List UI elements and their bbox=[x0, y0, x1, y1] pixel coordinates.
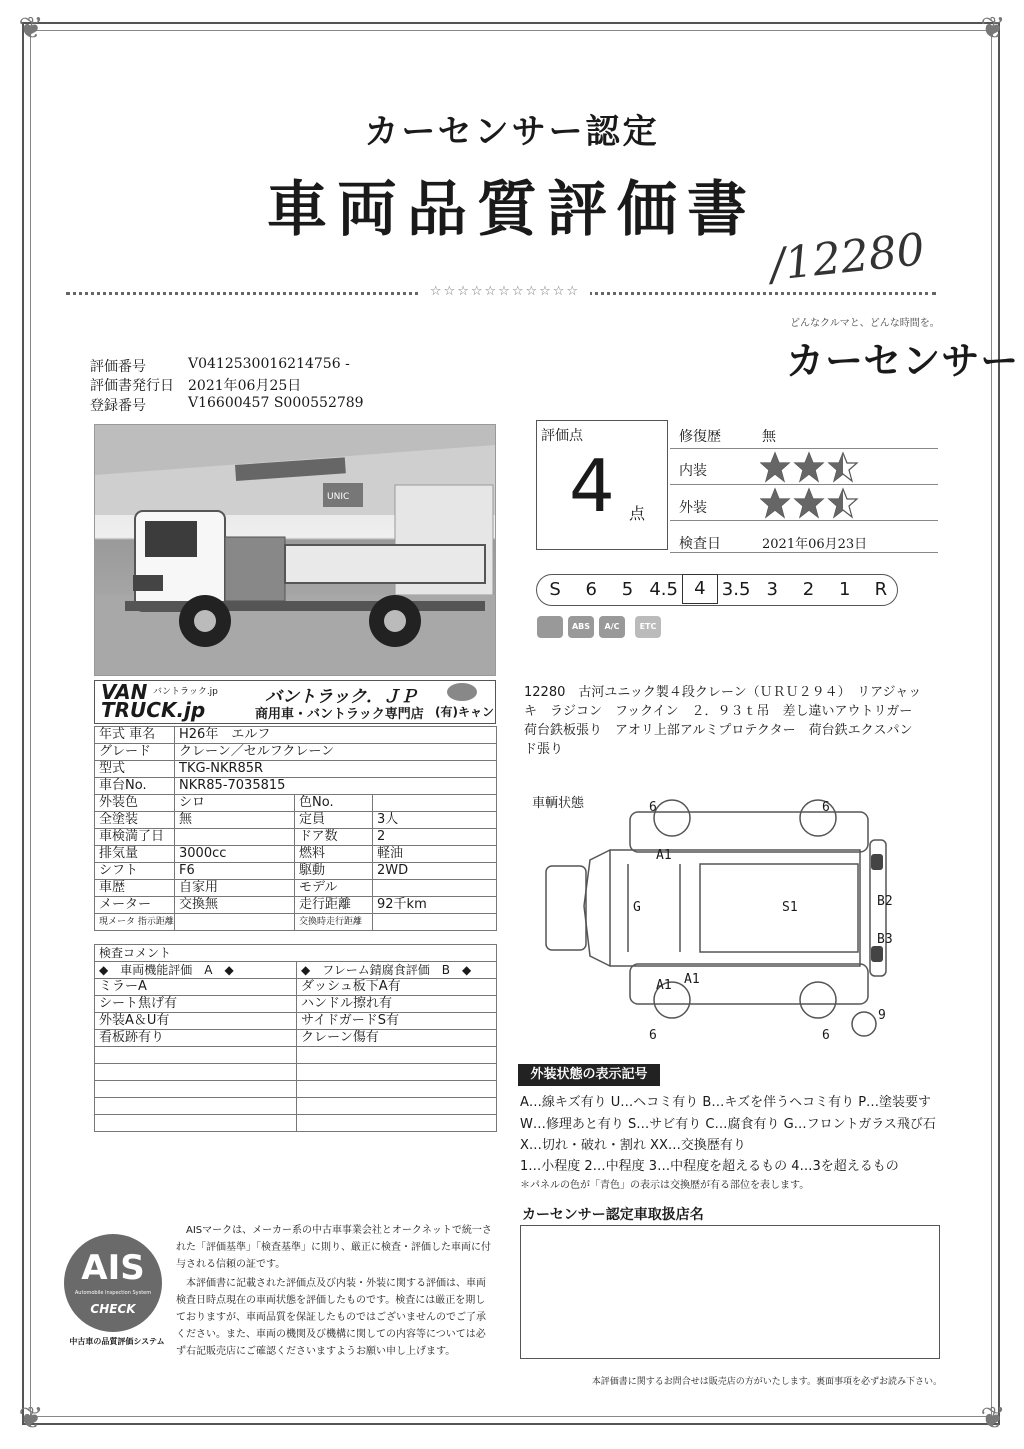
table-row bbox=[95, 744, 497, 761]
power-steering-icon bbox=[537, 616, 563, 638]
diagram-label: 6 bbox=[649, 1028, 657, 1043]
table-row bbox=[95, 829, 497, 846]
comment-cell: クレーン傷有 bbox=[297, 1030, 497, 1047]
vehicle-photo bbox=[94, 424, 496, 676]
legend-note: ＊パネルの色が「青色」の表示は交換歴が有る部位を表します。 bbox=[520, 1180, 810, 1191]
table-row bbox=[95, 846, 497, 863]
star-icon bbox=[829, 489, 857, 517]
ais-check: CHECK bbox=[90, 1302, 136, 1316]
comment-cell bbox=[95, 1081, 297, 1098]
table-row bbox=[95, 1115, 497, 1132]
corner-ornament-icon: ❦ bbox=[18, 11, 44, 46]
grade-item: 3.5 bbox=[721, 579, 751, 600]
shop-subtitle: 商用車・バントラック専門店 bbox=[255, 707, 424, 722]
spec-label: 定員 bbox=[295, 812, 373, 829]
stars-decoration: ☆☆☆☆☆☆☆☆☆☆☆ bbox=[420, 284, 590, 299]
comment-cell bbox=[95, 1064, 297, 1081]
abs-icon: ABS bbox=[568, 616, 594, 638]
score-value: 4 bbox=[569, 444, 615, 528]
spec-label: 燃料 bbox=[295, 846, 373, 863]
ais-paragraph: 本評価書に記載された評価点及び内装・外装に関する評価は、車両検査日時点現在の車両状態を評価したものです。検査には厳正を期しておりますが、車両品質を保証したものではございませんのでご了承ください。また、車両の機関及び機構に関しての内容等については必ず右記販売店にご確認くださいますようお願い申し上げます。 bbox=[176, 1278, 486, 1357]
grade-item: 5 bbox=[621, 579, 634, 600]
ais-logo-text: AIS bbox=[81, 1248, 145, 1288]
spec-label: グレード bbox=[95, 744, 175, 761]
spec-value: 交換無 bbox=[175, 897, 295, 914]
table-row bbox=[95, 914, 497, 931]
star-icon bbox=[795, 453, 823, 481]
comment-cell: 看板跡有り bbox=[95, 1030, 297, 1047]
vantruck-logo-line2: TRUCK.jp bbox=[101, 698, 206, 722]
table-row bbox=[95, 979, 497, 996]
shop-banner bbox=[94, 680, 496, 724]
grade-item: 3 bbox=[766, 579, 778, 600]
table-row bbox=[95, 795, 497, 812]
diagram-label: S1 bbox=[782, 900, 798, 915]
spec-value: 無 bbox=[175, 812, 295, 829]
legend-line: W…修理あと有り S…サビ有り C…腐食有り G…フロントガラス飛び石 bbox=[520, 1117, 936, 1132]
dealer-name-box bbox=[520, 1225, 940, 1359]
table-row bbox=[95, 996, 497, 1013]
comment-cell bbox=[297, 1115, 497, 1132]
star-icon bbox=[761, 453, 789, 481]
grade-scale bbox=[536, 574, 898, 606]
vantruck-logo-small: バントラック.jp bbox=[153, 687, 218, 697]
table-row bbox=[95, 761, 497, 778]
ais-description bbox=[176, 1222, 494, 1360]
spec-value: シロ bbox=[175, 795, 295, 812]
spec-value: 92千km bbox=[373, 897, 497, 914]
comment-cell: サイドガードS有 bbox=[297, 1013, 497, 1030]
comment-cell: 外装A＆U有 bbox=[95, 1013, 297, 1030]
score-box bbox=[536, 420, 668, 550]
diagram-label: A1 bbox=[684, 972, 700, 987]
table-row bbox=[95, 1064, 497, 1081]
star-icon bbox=[829, 453, 857, 481]
spec-label: 駆動 bbox=[295, 863, 373, 880]
air-conditioner-icon: A/C bbox=[599, 616, 625, 638]
comment-cell bbox=[95, 1047, 297, 1064]
spec-label: 排気量 bbox=[95, 846, 175, 863]
spec-value: NKR85-7035815 bbox=[175, 778, 497, 795]
spec-label: 外装色 bbox=[95, 795, 175, 812]
grade-item-selected: 4 bbox=[682, 574, 718, 604]
shop-company: (有)キャン bbox=[435, 705, 494, 719]
comment-cell bbox=[297, 1064, 497, 1081]
meta-label-evaluation-number: 評価番号 bbox=[90, 359, 146, 375]
comment-cell bbox=[297, 1098, 497, 1115]
comment-cell: ミラーA bbox=[95, 979, 297, 996]
table-row bbox=[95, 727, 497, 744]
spec-value: TKG-NKR85R bbox=[175, 761, 497, 778]
table-row bbox=[95, 1098, 497, 1115]
meta-value-evaluation-number: V0412530016214756 - bbox=[188, 356, 350, 372]
ais-logo-sub: Automobile Inspection System bbox=[74, 1290, 152, 1296]
diagram-label: A1 bbox=[656, 848, 672, 863]
spec-label: ドア数 bbox=[295, 829, 373, 846]
footer-note: 本評価書に関するお問合せは販売店の方がいたします。裏面事項を必ずお読み下さい。 bbox=[591, 1377, 942, 1387]
score-label: 評価点 bbox=[541, 428, 583, 444]
spec-value: F6 bbox=[175, 863, 295, 880]
legend-line: 1…小程度 2…中程度 3…中程度を超えるもの 4…3を超えるもの bbox=[520, 1159, 899, 1174]
diagram-label: G bbox=[633, 900, 641, 915]
repair-history-value: 無 bbox=[762, 429, 776, 445]
table-row bbox=[95, 1047, 497, 1064]
corner-ornament-icon: ❦ bbox=[18, 1401, 44, 1436]
grade-item: 4.5 bbox=[649, 579, 678, 600]
grade-item: 6 bbox=[585, 579, 597, 600]
repair-history-label: 修復歴 bbox=[679, 429, 721, 445]
spec-table bbox=[94, 726, 497, 931]
table-row bbox=[95, 897, 497, 914]
spec-value: 3人 bbox=[373, 812, 497, 829]
table-row bbox=[95, 1081, 497, 1098]
vantruck-logo-line1: VAN bbox=[101, 680, 148, 704]
table-row bbox=[95, 1030, 497, 1047]
comment-cell bbox=[297, 1081, 497, 1098]
diagram-label: A1 bbox=[656, 978, 672, 993]
spec-value: 自家用 bbox=[175, 880, 295, 897]
spec-value: 3000cc bbox=[175, 846, 295, 863]
vehicle-comment: 12280 古河ユニック製４段クレーン（ＵＲＵ２９４） リアジャッキ ラジコン フックイン ２．９３ｔ吊 差し違いアウトリガー 荷台鉄板張り アオリ上部アルミプロテクター 荷台鉄エクスパンド張り bbox=[524, 685, 926, 757]
shop-name: バントラック．ＪＰ bbox=[265, 687, 417, 707]
spec-label: シフト bbox=[95, 863, 175, 880]
exterior-rating bbox=[760, 486, 864, 524]
spec-label: 交換時走行距離 bbox=[295, 914, 373, 931]
spec-value: 2 bbox=[373, 829, 497, 846]
spec-label: 走行距離 bbox=[295, 897, 373, 914]
vehicle-condition-diagram bbox=[520, 786, 920, 1056]
handwritten-note: /12280 bbox=[767, 224, 928, 291]
table-row bbox=[95, 778, 497, 795]
meta-value-registration-number: V16600457 S000552789 bbox=[188, 395, 364, 411]
comment-cell: シート焦げ有 bbox=[95, 996, 297, 1013]
brand-title: カーセンサー認定 bbox=[364, 112, 660, 152]
meta-label-registration-number: 登録番号 bbox=[90, 398, 146, 414]
star-icon bbox=[761, 489, 789, 517]
corner-ornament-icon: ❦ bbox=[980, 1401, 1006, 1436]
exterior-label: 外装 bbox=[679, 500, 707, 516]
legend-line: A…線キズ有り U…ヘコミ有り B…キズを伴うヘコミ有り P…塗装要す bbox=[520, 1095, 932, 1110]
document-title: 車両品質評価書 bbox=[267, 175, 757, 245]
grade-item: 1 bbox=[838, 579, 851, 600]
spec-value bbox=[175, 829, 295, 846]
comment-label: 検査コメント bbox=[95, 945, 497, 962]
comment-cell bbox=[95, 1115, 297, 1132]
spec-value bbox=[373, 795, 497, 812]
etc-icon: ETC bbox=[635, 616, 661, 638]
spec-value bbox=[373, 914, 497, 931]
meta-label-issue-date: 評価書発行日 bbox=[90, 378, 174, 394]
table-row bbox=[95, 962, 497, 979]
spec-value: H26年 エルフ bbox=[175, 727, 497, 744]
comment-cell bbox=[95, 1098, 297, 1115]
carsensor-logo: カーセンサー bbox=[786, 339, 1020, 383]
interior-rating bbox=[760, 450, 864, 488]
comment-cell: ダッシュ板下A有 bbox=[297, 979, 497, 996]
table-row bbox=[95, 945, 497, 962]
diagram-label: 6 bbox=[649, 800, 657, 815]
diagram-label: 6 bbox=[822, 1028, 830, 1043]
ais-caption: 中古車の品質評価システム bbox=[69, 1337, 165, 1346]
diagram-label: B3 bbox=[877, 932, 893, 947]
inspection-date-value: 2021年06月23日 bbox=[762, 537, 868, 552]
legend-line: X…切れ・破れ・割れ XX…交換歴有り bbox=[520, 1138, 746, 1153]
comment-cell: ハンドル擦れ有 bbox=[297, 996, 497, 1013]
spec-label: 現メータ 指示距離 bbox=[95, 914, 175, 931]
inspection-date-label: 検査日 bbox=[679, 536, 721, 552]
spec-label: 車歴 bbox=[95, 880, 175, 897]
star-icon bbox=[795, 489, 823, 517]
spec-label: モデル bbox=[295, 880, 373, 897]
function-eval-header: ◆ 車両機能評価 A ◆ bbox=[95, 962, 297, 979]
spec-label: 全塗装 bbox=[95, 812, 175, 829]
inspection-comment-table bbox=[94, 944, 497, 1132]
ais-logo-icon bbox=[64, 1234, 162, 1332]
diagram-label: 6 bbox=[822, 800, 830, 815]
spec-value: 軽油 bbox=[373, 846, 497, 863]
table-row bbox=[95, 863, 497, 880]
table-row bbox=[95, 1013, 497, 1030]
grade-item: S bbox=[549, 579, 561, 600]
spec-label: 車検満了日 bbox=[95, 829, 175, 846]
grade-item: 2 bbox=[802, 579, 815, 600]
ais-paragraph: AISマークは、メーカー系の中古車事業会社とオークネットで統一された「評価基準」「検査基準」に則り、厳正に検査・評価した車両に付与される信頼の証です。 bbox=[176, 1225, 492, 1270]
diagram-label: B2 bbox=[877, 894, 893, 909]
spec-label: 車台No. bbox=[95, 778, 175, 795]
legend-title: 外装状態の表示記号 bbox=[518, 1064, 660, 1086]
spec-label: 型式 bbox=[95, 761, 175, 778]
dealer-title: カーセンサー認定車取扱店名 bbox=[522, 1207, 704, 1223]
spec-label: 色No. bbox=[295, 795, 373, 812]
spec-value: 2WD bbox=[373, 863, 497, 880]
spec-label: 年式 車名 bbox=[95, 727, 175, 744]
diagram-label: 9 bbox=[878, 1008, 886, 1023]
table-row bbox=[95, 880, 497, 897]
spec-value bbox=[373, 880, 497, 897]
table-row bbox=[95, 812, 497, 829]
svg-text:UNIC: UNIC bbox=[327, 492, 350, 502]
spec-value: クレーン／セルフクレーン bbox=[175, 744, 497, 761]
meta-value-issue-date: 2021年06月25日 bbox=[188, 378, 302, 394]
interior-label: 内装 bbox=[679, 463, 707, 479]
logo-tagline: どんなクルマと、どんな時間を。 bbox=[790, 318, 940, 329]
score-unit: 点 bbox=[629, 504, 646, 523]
spec-value bbox=[175, 914, 295, 931]
corner-ornament-icon: ❦ bbox=[980, 11, 1006, 46]
diagram-title: 車輌状態 bbox=[532, 796, 585, 811]
grade-item: R bbox=[874, 579, 888, 600]
frame-eval-header: ◆ フレーム錆腐食評価 B ◆ bbox=[297, 962, 497, 979]
comment-cell bbox=[297, 1047, 497, 1064]
leaf-icon bbox=[447, 683, 477, 701]
spec-label: メーター bbox=[95, 897, 175, 914]
